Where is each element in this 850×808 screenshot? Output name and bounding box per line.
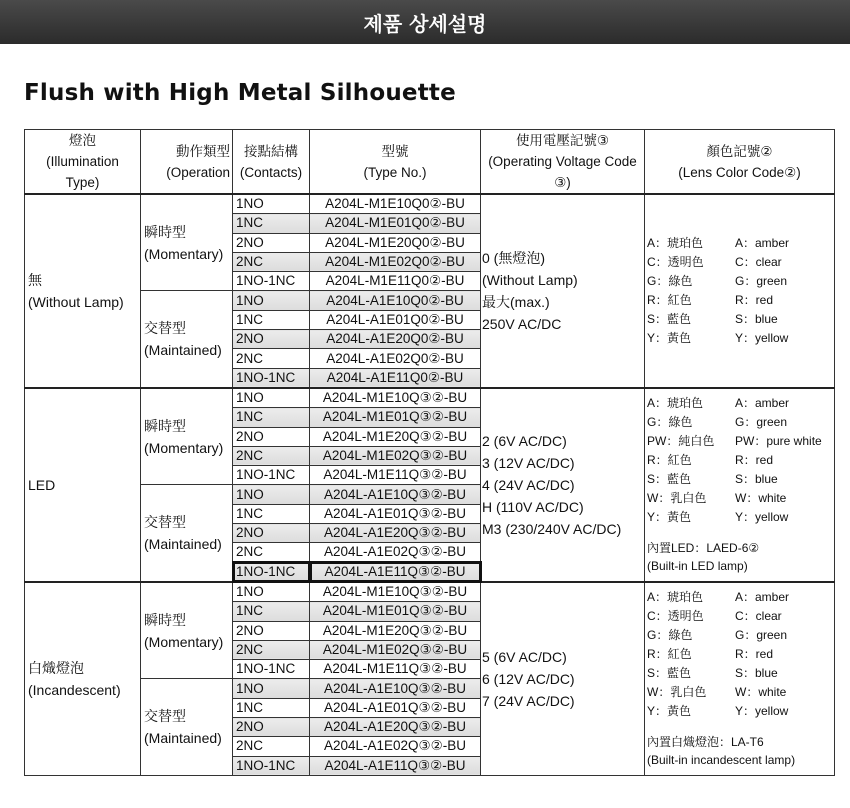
model-cell: A204L-M1E11Q③②-BU <box>310 660 481 679</box>
text-line: 2 (6V AC/DC) <box>482 432 567 449</box>
text-line: (Without Lamp) <box>482 271 578 288</box>
text-line: 7 (24V AC/DC) <box>482 692 575 709</box>
contacts-cell: 1NO-1NC <box>233 660 310 679</box>
contacts-cell: 2NO <box>233 233 310 252</box>
text-line: (Maintained) <box>144 730 222 747</box>
contacts-cell: 2NC <box>233 349 310 368</box>
contacts-cell: 2NO <box>233 718 310 737</box>
lens-code-en: S：blue <box>735 311 778 326</box>
text-line: 3 (12V AC/DC) <box>482 454 575 471</box>
text-line: (Maintained) <box>144 342 222 359</box>
lens-code-en: A：amber <box>735 235 790 250</box>
model-cell: A204L-A1E11Q③②-BU <box>310 562 481 582</box>
text-line: 瞬時型 <box>144 417 186 434</box>
text-line: (Built-in incandescent lamp) <box>647 753 796 768</box>
text-line: 內置白熾燈泡：LA-T6 <box>647 735 764 750</box>
model-cell: A204L-M1E10Q0②-BU <box>310 194 481 214</box>
contacts-cell: 1NO <box>233 194 310 214</box>
table-row <box>25 582 835 602</box>
text-line: H (110V AC/DC) <box>482 498 584 515</box>
contacts-cell: 1NO-1NC <box>233 368 310 388</box>
text-line: 6 (12V AC/DC) <box>482 670 575 687</box>
lens-code-en: PW：pure white <box>735 434 822 449</box>
voltage-code-cell <box>481 388 645 582</box>
contacts-cell: 1NC <box>233 214 310 233</box>
model-cell: A204L-M1E11Q③②-BU <box>310 466 481 485</box>
text-line: M3 (230/240V AC/DC) <box>482 520 622 537</box>
text-line: 0 (無燈泡) <box>482 249 545 266</box>
text-line: 4 (24V AC/DC) <box>482 476 575 493</box>
model-cell: A204L-A1E01Q③②-BU <box>310 698 481 717</box>
lens-code-en: Y：yellow <box>735 510 789 525</box>
text-line: 瞬時型 <box>144 611 186 628</box>
lamp-type-cell <box>25 388 141 582</box>
model-cell: A204L-A1E01Q③②-BU <box>310 504 481 523</box>
table-row <box>25 194 835 214</box>
text-line: 內置LED：LAED-6② <box>647 541 760 556</box>
model-cell: A204L-A1E02Q0②-BU <box>310 349 481 368</box>
text-line: 瞬時型 <box>144 223 186 240</box>
model-cell: A204L-A1E11Q③②-BU <box>310 756 481 775</box>
table-body <box>25 194 835 775</box>
lens-code-zh: Y：黃色 <box>647 330 692 345</box>
lens-code-zh: G：綠色 <box>647 273 693 288</box>
contacts-cell: 1NO <box>233 388 310 408</box>
text-line: 白熾燈泡 <box>28 659 84 676</box>
lens-code-zh: S：藍色 <box>647 666 692 681</box>
text-line: (Momentary) <box>144 439 224 456</box>
model-cell: A204L-M1E01Q0②-BU <box>310 214 481 233</box>
header-lens: 顏色記號② (Lens Color Code②) <box>645 130 835 195</box>
header-contacts: 接點結構 (Contacts) <box>233 130 310 195</box>
contacts-cell: 1NO-1NC <box>233 562 310 582</box>
text-line: 最大(max.) <box>482 293 550 310</box>
lens-code-zh: S：藍色 <box>647 311 692 326</box>
contacts-cell: 1NO <box>233 485 310 504</box>
lens-code-en: G：green <box>735 415 788 430</box>
model-cell: A204L-A1E02Q③②-BU <box>310 737 481 756</box>
contacts-cell: 1NO <box>233 291 310 310</box>
model-cell: A204L-A1E10Q③②-BU <box>310 679 481 698</box>
page-title: Flush with High Metal Silhouette <box>24 80 456 106</box>
lens-code-zh: Y：黃色 <box>647 510 692 525</box>
model-cell: A204L-M1E20Q③②-BU <box>310 621 481 640</box>
lens-code-zh: A：琥珀色 <box>647 235 704 250</box>
model-cell: A204L-M1E02Q③②-BU <box>310 640 481 659</box>
lens-code-en: Y：yellow <box>735 704 789 719</box>
lens-code-en: G：green <box>735 628 788 643</box>
text-line: (Maintained) <box>144 536 222 553</box>
lens-code-zh: R：紅色 <box>647 292 692 307</box>
voltage-code-cell <box>481 194 645 388</box>
lens-color-cell <box>645 582 835 775</box>
text-line: 交替型 <box>144 320 186 337</box>
lens-code-en: G：green <box>735 273 788 288</box>
lens-code-en: C：clear <box>735 254 782 269</box>
lens-code-zh: R：紅色 <box>647 453 692 468</box>
model-cell: A204L-M1E10Q③②-BU <box>310 582 481 602</box>
contacts-cell: 1NO <box>233 582 310 602</box>
contacts-cell: 1NC <box>233 408 310 427</box>
text-line: 交替型 <box>144 708 186 725</box>
text-line: (Momentary) <box>144 633 224 650</box>
contacts-cell: 1NC <box>233 504 310 523</box>
contacts-cell: 2NC <box>233 640 310 659</box>
model-cell: A204L-A1E11Q0②-BU <box>310 368 481 388</box>
lens-code-en: R：red <box>735 647 774 662</box>
operation-cell <box>141 388 233 485</box>
lens-code-en: Y：yellow <box>735 330 789 345</box>
lens-color-list <box>647 234 831 348</box>
model-cell: A204L-M1E20Q0②-BU <box>310 233 481 252</box>
builtin-lamp-note <box>647 539 831 575</box>
lens-color-cell <box>645 388 835 582</box>
operation-cell <box>141 194 233 291</box>
text-line: (Momentary) <box>144 245 224 262</box>
lens-code-en: S：blue <box>735 666 778 681</box>
lens-code-en: W：white <box>735 491 787 506</box>
contacts-cell: 1NO <box>233 679 310 698</box>
header-operation: 動作類型 (Operation <box>141 130 233 195</box>
contacts-cell: 2NO <box>233 427 310 446</box>
text-line: 無 <box>28 271 42 288</box>
model-cell: A204L-A1E10Q0②-BU <box>310 291 481 310</box>
lens-code-zh: C：透明色 <box>647 254 704 269</box>
lens-code-en: A：amber <box>735 396 790 411</box>
operation-cell <box>141 485 233 582</box>
model-cell: A204L-A1E10Q③②-BU <box>310 485 481 504</box>
lens-color-cell <box>645 194 835 388</box>
model-cell: A204L-M1E02Q0②-BU <box>310 252 481 271</box>
lens-code-zh: PW：純白色 <box>647 434 715 449</box>
lens-code-zh: C：透明色 <box>647 609 704 624</box>
model-cell: A204L-M1E01Q③②-BU <box>310 602 481 621</box>
lens-code-zh: W：乳白色 <box>647 491 707 506</box>
model-cell: A204L-A1E01Q0②-BU <box>310 310 481 329</box>
model-cell: A204L-A1E02Q③②-BU <box>310 543 481 562</box>
contacts-cell: 2NC <box>233 737 310 756</box>
text-line: 250V AC/DC <box>482 315 562 332</box>
voltage-code-cell <box>481 582 645 775</box>
text-line: (Without Lamp) <box>28 293 124 310</box>
lens-code-zh: A：琥珀色 <box>647 396 704 411</box>
spec-table <box>24 129 835 776</box>
lens-color-list <box>647 394 831 527</box>
model-cell: A204L-A1E20Q③②-BU <box>310 718 481 737</box>
lens-color-list <box>647 588 831 721</box>
text-line: LED <box>28 476 56 493</box>
lamp-type-cell <box>25 194 141 388</box>
text-line: (Incandescent) <box>28 681 121 698</box>
contacts-cell: 1NO-1NC <box>233 272 310 291</box>
operation-cell <box>141 291 233 388</box>
lens-code-zh: G：綠色 <box>647 628 693 643</box>
text-line: 5 (6V AC/DC) <box>482 648 567 665</box>
builtin-lamp-note <box>647 733 831 769</box>
contacts-cell: 1NC <box>233 602 310 621</box>
lens-code-zh: G：綠色 <box>647 415 693 430</box>
operation-cell <box>141 582 233 679</box>
contacts-cell: 2NC <box>233 543 310 562</box>
lens-code-en: S：blue <box>735 472 778 487</box>
model-cell: A204L-M1E20Q③②-BU <box>310 427 481 446</box>
lens-code-en: W：white <box>735 685 787 700</box>
text-line: (Built-in LED lamp) <box>647 559 748 574</box>
lens-code-zh: S：藍色 <box>647 472 692 487</box>
model-cell: A204L-M1E02Q③②-BU <box>310 446 481 465</box>
header-row <box>25 130 835 195</box>
model-cell: A204L-M1E11Q0②-BU <box>310 272 481 291</box>
contacts-cell: 2NO <box>233 330 310 349</box>
operation-cell <box>141 679 233 775</box>
lens-code-en: A：amber <box>735 590 790 605</box>
contacts-cell: 2NO <box>233 524 310 543</box>
lens-code-zh: Y：黃色 <box>647 704 692 719</box>
contacts-cell: 1NC <box>233 310 310 329</box>
model-cell: A204L-A1E20Q③②-BU <box>310 524 481 543</box>
lens-code-en: R：red <box>735 453 774 468</box>
contacts-cell: 1NC <box>233 698 310 717</box>
header-voltage: 使用電壓記號③ (Operating Voltage Code ③) <box>481 130 645 195</box>
header-model: 型號 (Type No.) <box>310 130 481 195</box>
text-line: 交替型 <box>144 514 186 531</box>
header-lamp: 燈泡 (Illumination Type) <box>25 130 141 195</box>
lens-code-zh: A：琥珀色 <box>647 590 704 605</box>
lamp-type-cell <box>25 582 141 775</box>
lens-code-en: R：red <box>735 292 774 307</box>
contacts-cell: 2NO <box>233 621 310 640</box>
lens-code-zh: W：乳白色 <box>647 685 707 700</box>
lens-code-zh: R：紅色 <box>647 647 692 662</box>
lens-code-en: C：clear <box>735 609 782 624</box>
contacts-cell: 1NO-1NC <box>233 466 310 485</box>
contacts-cell: 2NC <box>233 252 310 271</box>
model-cell: A204L-M1E10Q③②-BU <box>310 388 481 408</box>
banner-title: 제품 상세설명 <box>0 0 850 44</box>
contacts-cell: 2NC <box>233 446 310 465</box>
table-row <box>25 388 835 408</box>
model-cell: A204L-A1E20Q0②-BU <box>310 330 481 349</box>
model-cell: A204L-M1E01Q③②-BU <box>310 408 481 427</box>
contacts-cell: 1NO-1NC <box>233 756 310 775</box>
